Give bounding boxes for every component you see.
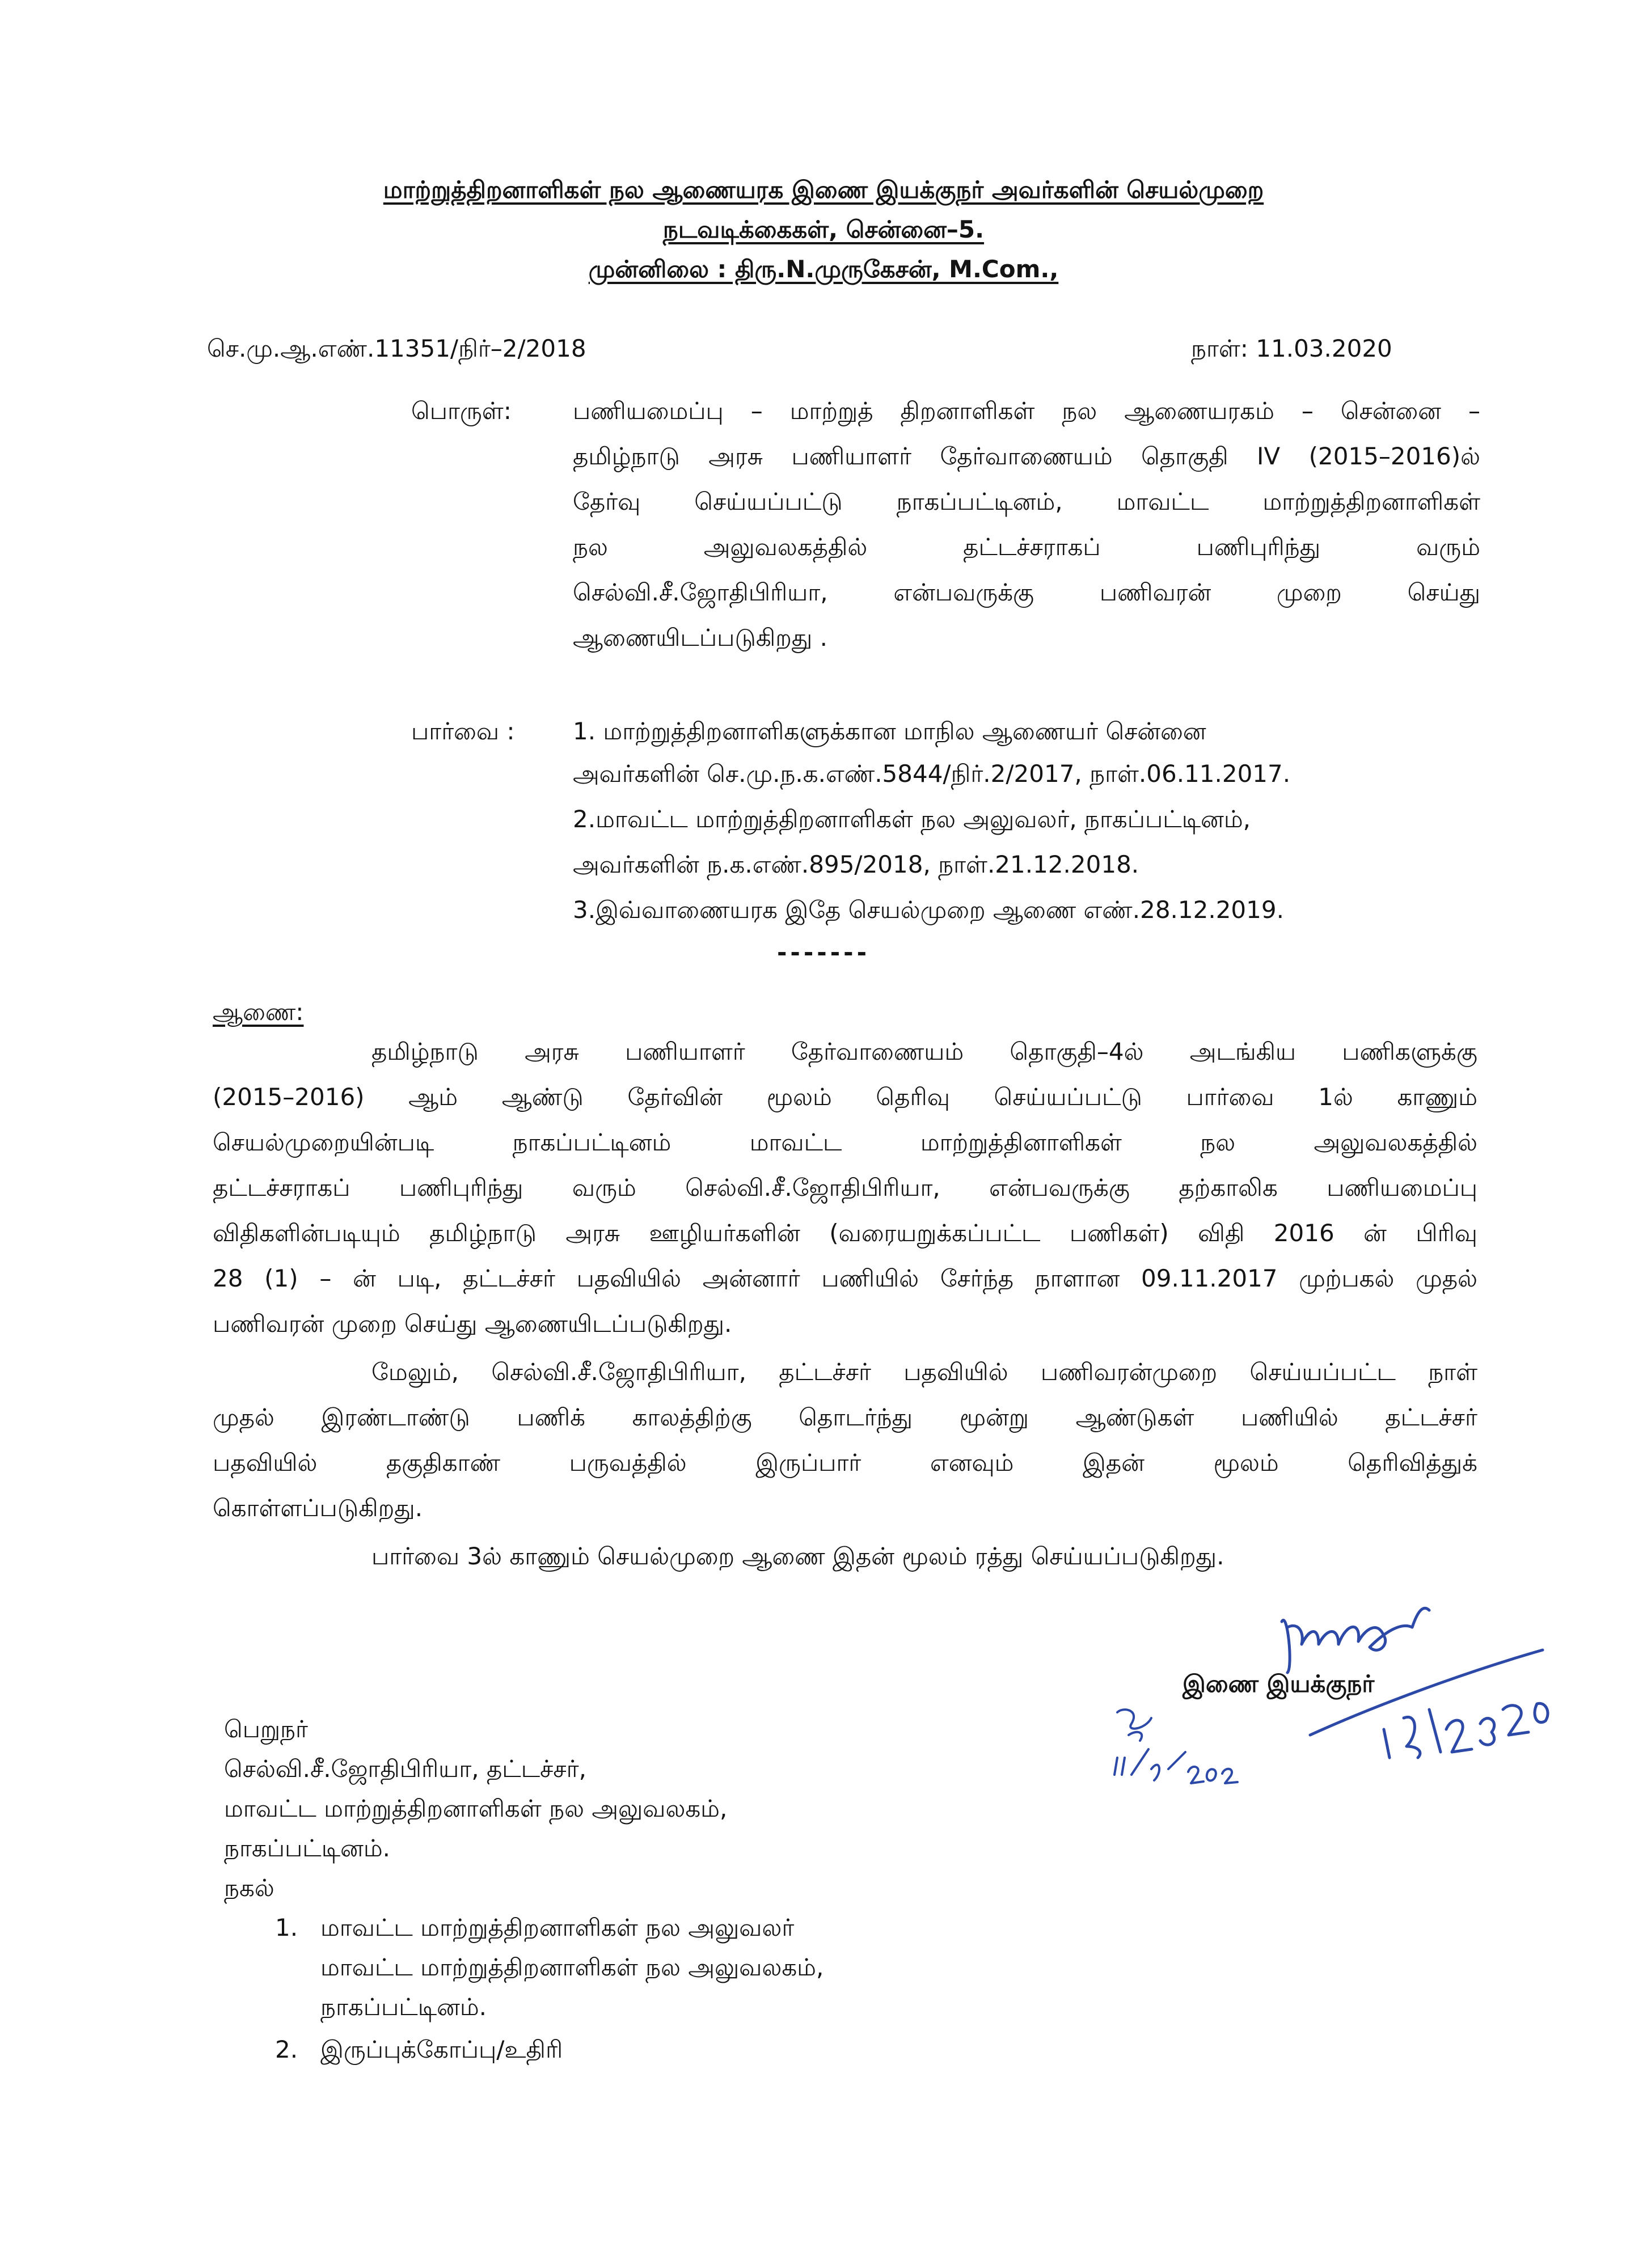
order-heading: ஆணை: [213,998,304,1026]
recipient-line: செல்வி.சீ.ஜோதிபிரியா, தட்டச்சர், [224,1755,586,1783]
reference-line: 1. மாற்றுத்திறனாளிகளுக்கான மாநில ஆணையர் சென்னை [573,717,1206,745]
subject-line: செல்வி.சீ.ஜோதிபிரியா, என்பவருக்கு பணிவரன் முறை செய்து [573,578,1480,606]
order-paragraph-1-line: தட்டச்சராகப் பணிபுரிந்து வரும் செல்வி.சீ.ஜோதிபிரியா, என்பவருக்கு தற்காலிக பணியமைப்பு [213,1174,1477,1201]
order-paragraph-2-line: மேலும், செல்வி.சீ.ஜோதிபிரியா, தட்டச்சர் பதவியில் பணிவரன்முறை செய்யப்பட்ட நாள் [371,1358,1477,1386]
subject-line: தமிழ்நாடு அரசு பணியாளர் தேர்வாணையம் தொகுதி IV (2015–2016)ல் [573,442,1480,470]
signatory-designation: இணை இயக்குநர் [1183,1670,1375,1698]
recipient-line: மாவட்ட மாற்றுத்திறனாளிகள் நல அலுவலகம், [224,1795,728,1822]
order-paragraph-1-line: தமிழ்நாடு அரசு பணியாளர் தேர்வாணையம் தொகுதி–4ல் அடங்கிய பணிகளுக்கு [371,1038,1477,1065]
order-paragraph-1-line: (2015–2016) ஆம் ஆண்டு தேர்வின் மூலம் தெரிவு செய்யப்பட்டு பார்வை 1ல் காணும் [213,1083,1477,1111]
order-paragraph-1-line: 28 (1) – ன் படி, தட்டச்சர் பதவியில் அன்னார் பணியில் சேர்ந்த நாளான 09.11.2017 முற்பகல் முதல் [213,1264,1477,1292]
order-paragraph-1-line: செயல்முறையின்படி நாகப்பட்டினம் மாவட்ட மாற்றுத்தினாளிகள் நல அலுவலகத்தில் [213,1128,1477,1156]
reference-line: அவர்களின் ந.க.எண்.895/2018, நாள்.21.12.2018. [573,850,1139,878]
order-paragraph-1-line: விதிகளின்படியும் தமிழ்நாடு அரசு ஊழியர்களின் (வரையறுக்கப்பட்ட பணிகள்) விதி 2016 ன் பிரிவு [213,1219,1477,1247]
subject-line: ஆணையிடப்படுகிறது . [573,624,827,651]
reference-line: 2.மாவட்ட மாற்றுத்திறனாளிகள் நல அலுவலர், நாகப்பட்டினம், [573,805,1251,833]
recipient-label: பெறுநர் [224,1715,308,1743]
order-paragraph-2-line: பதவியில் தகுதிகாண் பருவத்தில் இருப்பார் எனவும் இதன் மூலம் தெரிவித்துக் [213,1449,1477,1476]
order-paragraph-3: பார்வை 3ல் காணும் செயல்முறை ஆணை இதன் மூலம் ரத்து செய்யப்படுகிறது. [371,1542,1224,1570]
order-paragraph-2-line: கொள்ளப்படுகிறது. [213,1494,423,1522]
copy-item-line: மாவட்ட மாற்றுத்திறனாளிகள் நல அலுவலகம், [320,1953,824,1981]
proceedings-date: நாள்: 11.03.2020 [1191,335,1392,362]
copy-item-line: மாவட்ட மாற்றுத்திறனாளிகள் நல அலுவலர் [320,1914,795,1941]
subject-line: பணியமைப்பு – மாற்றுத் திறனாளிகள் நல ஆணையரகம் – சென்னை – [573,397,1480,425]
reference-line: 3.இவ்வாணையரக இதே செயல்முறை ஆணை எண்.28.12.2019. [573,896,1284,924]
proceedings-number: செ.மு.ஆ.எண்.11351/நிர்–2/2018 [207,335,586,362]
copy-item-number: 2. [275,2036,298,2063]
copy-item-line: நாகப்பட்டினம். [320,1993,487,2021]
subject-line: தேர்வு செய்யப்பட்டு நாகப்பட்டினம், மாவட்ட மாற்றுத்திறனாளிகள் [573,488,1480,515]
header-presiding-officer: முன்னிலை : திரு.N.முருகேசன், M.Com., [588,255,1059,283]
section-divider: ------- [777,938,871,966]
copy-item-line: இருப்புக்கோப்பு/உதிரி [320,2036,563,2063]
header-title-line-1: மாற்றுத்திறனாளிகள் நல ஆணையரக இணை இயக்குநர் அவர்களின் செயல்முறை [383,176,1264,204]
copy-label: நகல் [224,1874,274,1902]
handwritten-initials [1106,1701,1253,1797]
reference-line: அவர்களின் செ.மு.ந.க.எண்.5844/நிர்.2/2017, நாள்.06.11.2017. [573,760,1291,788]
subject-label: பொருள்: [411,397,512,425]
reference-label: பார்வை : [411,717,515,745]
recipient-line: நாகப்பட்டினம். [224,1834,390,1862]
copy-item-number: 1. [275,1914,298,1941]
header-title-line-2: நடவடிக்கைகள், சென்னை–5. [662,215,985,243]
subject-line: நல அலுவலகத்தில் தட்டச்சராகப் பணிபுரிந்து வரும் [573,533,1480,561]
order-paragraph-2-line: முதல் இரண்டாண்டு பணிக் காலத்திற்கு தொடர்ந்து மூன்று ஆண்டுகள் பணியில் தட்டச்சர் [213,1403,1477,1431]
order-paragraph-1-line: பணிவரன் முறை செய்து ஆணையிடப்படுகிறது. [213,1310,732,1338]
